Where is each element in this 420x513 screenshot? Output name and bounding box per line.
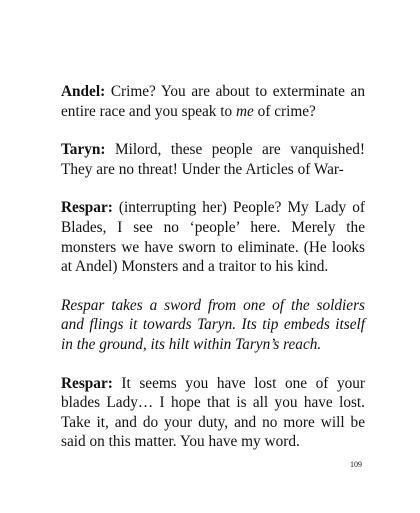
dialogue-andel: [61, 82, 365, 121]
dialogue-taryn: [61, 140, 365, 179]
speaker-name: Taryn:: [61, 141, 106, 159]
dialogue-text: Crime? You are about to exterminate an entire race and you speak to: [61, 83, 365, 120]
dialogue-text: Milord, these people are vanquished! They are no threat! Under the Articles of War-: [61, 141, 365, 178]
dialogue-text: It seems you have lost one of your blades Lady… I hope that is all you have lost. Take it, and do your duty, and no more will be said on this matter. You have my word.: [61, 374, 365, 451]
speaker-name: Respar:: [61, 374, 113, 392]
speaker-name: Andel:: [61, 83, 106, 100]
dialogue-respar: [61, 374, 365, 452]
dialogue-text: of crime?: [253, 102, 316, 120]
dialogue-respar: [61, 198, 365, 276]
page-body: [61, 82, 365, 471]
emphasized-word: me: [236, 102, 254, 120]
speaker-name: Respar:: [61, 199, 113, 217]
page-number: 109: [350, 460, 362, 469]
dialogue-text: (interrupting her) People? My Lady of Blades, I see no ‘people’ here. Merely the monsters we have sworn to eliminate. (He looks at Andel) Monsters and a traitor to his kind.: [61, 199, 365, 276]
stage-direction: Respar takes a sword from one of the soldiers and flings it towards Taryn. Its tip embeds itself in the ground, its hilt within Taryn’s reach.: [61, 296, 365, 353]
